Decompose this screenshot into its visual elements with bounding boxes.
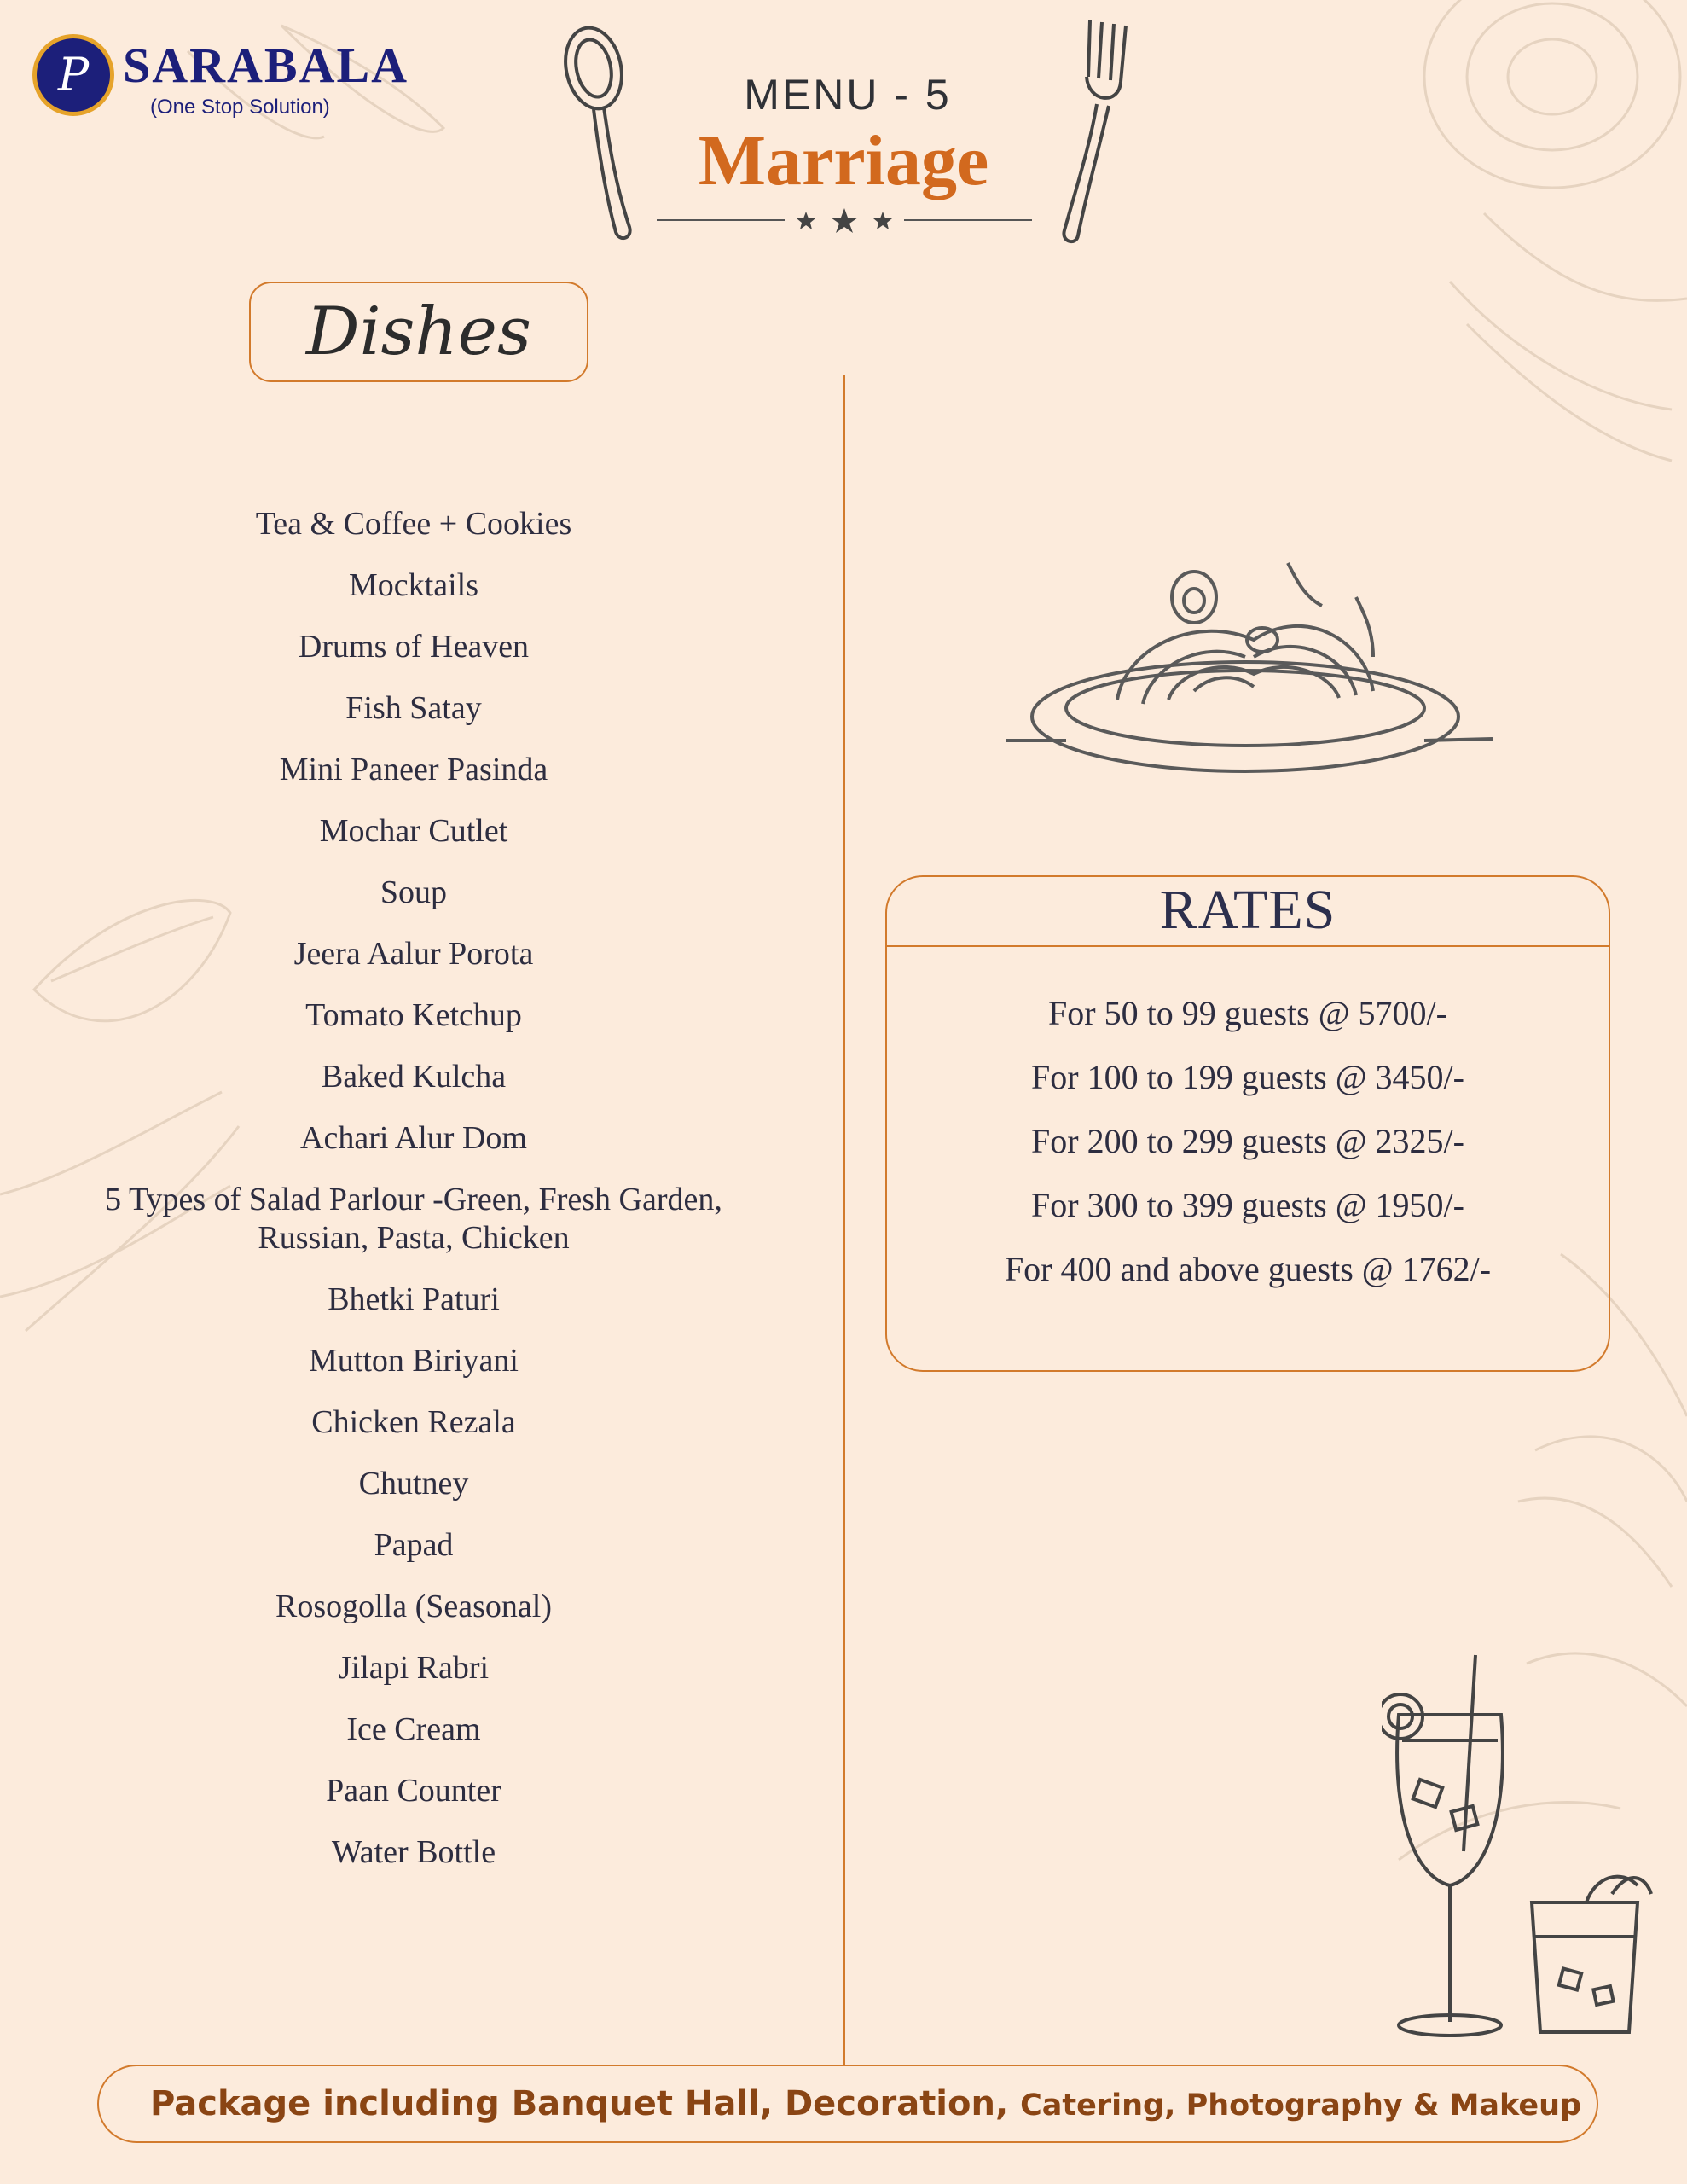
menu-number: MENU - 5 — [744, 71, 952, 119]
rate-item: For 50 to 99 guests @ 5700/- — [1048, 994, 1447, 1032]
list-item: Chutney — [358, 1466, 469, 1502]
rates-box — [885, 875, 1610, 1372]
star-icon — [873, 212, 892, 229]
list-item: Papad — [374, 1527, 454, 1563]
star-divider — [657, 205, 1032, 239]
logo-initial: P — [57, 48, 90, 102]
pasta-plate-icon — [998, 546, 1501, 785]
list-item: Tomato Ketchup — [305, 997, 522, 1033]
list-item: Rosogolla (Seasonal) — [275, 1589, 552, 1624]
list-item: Water Bottle — [331, 1834, 496, 1870]
list-item: Fish Satay — [345, 690, 482, 726]
list-item: Ice Cream — [346, 1711, 481, 1747]
list-item: Mutton Biriyani — [309, 1343, 519, 1379]
list-item-line: Russian, Pasta, Chicken — [258, 1220, 570, 1256]
list-item: Jilapi Rabri — [338, 1650, 490, 1686]
event-title: Marriage — [698, 121, 989, 200]
dishes-title: Dishes — [306, 293, 531, 370]
list-item: Baked Kulcha — [321, 1059, 507, 1095]
rate-item: For 200 to 299 guests @ 2325/- — [1031, 1122, 1464, 1160]
list-item-line: 5 Types of Salad Parlour -Green, Fresh Garden, — [105, 1182, 722, 1217]
rates-title: RATES — [1159, 879, 1336, 941]
dishes-heading-box — [249, 282, 588, 382]
rate-item: For 400 and above guests @ 1762/- — [1004, 1250, 1492, 1288]
package-footer — [97, 2065, 1598, 2143]
list-item: Drums of Heaven — [298, 629, 530, 665]
brand-name: SARABALA — [123, 38, 409, 93]
column-divider — [843, 375, 845, 2065]
rate-item: For 100 to 199 guests @ 3450/- — [1031, 1058, 1464, 1096]
list-item: Achari Alur Dom — [300, 1120, 527, 1156]
list-item: Jeera Aalur Porota — [293, 936, 534, 972]
footer-text — [150, 2084, 1581, 2123]
list-item: Paan Counter — [326, 1773, 501, 1809]
dish-list — [51, 505, 776, 1895]
rates-list — [887, 993, 1609, 1313]
list-item: Mochar Cutlet — [319, 813, 508, 849]
list-item: Soup — [380, 874, 448, 910]
rate-item: For 300 to 399 guests @ 1950/- — [1031, 1186, 1464, 1224]
list-item: Bhetki Paturi — [328, 1281, 500, 1317]
brand-tagline: (One Stop Solution) — [150, 96, 330, 119]
list-item: Tea & Coffee + Cookies — [255, 506, 572, 542]
rates-divider — [887, 945, 1609, 947]
list-item — [51, 1181, 776, 1258]
list-item: Chicken Rezala — [311, 1404, 516, 1440]
list-item: Mini Paneer Pasinda — [279, 752, 548, 787]
footer-part-1: Package including Banquet Hall, Decoration, — [150, 2084, 1009, 2123]
star-icon — [831, 208, 858, 233]
drinks-icon — [1382, 1647, 1655, 2048]
footer-part-2: Catering, Photography & Makeup — [1020, 2088, 1582, 2123]
star-icon — [797, 212, 815, 229]
list-item: Mocktails — [349, 567, 478, 603]
